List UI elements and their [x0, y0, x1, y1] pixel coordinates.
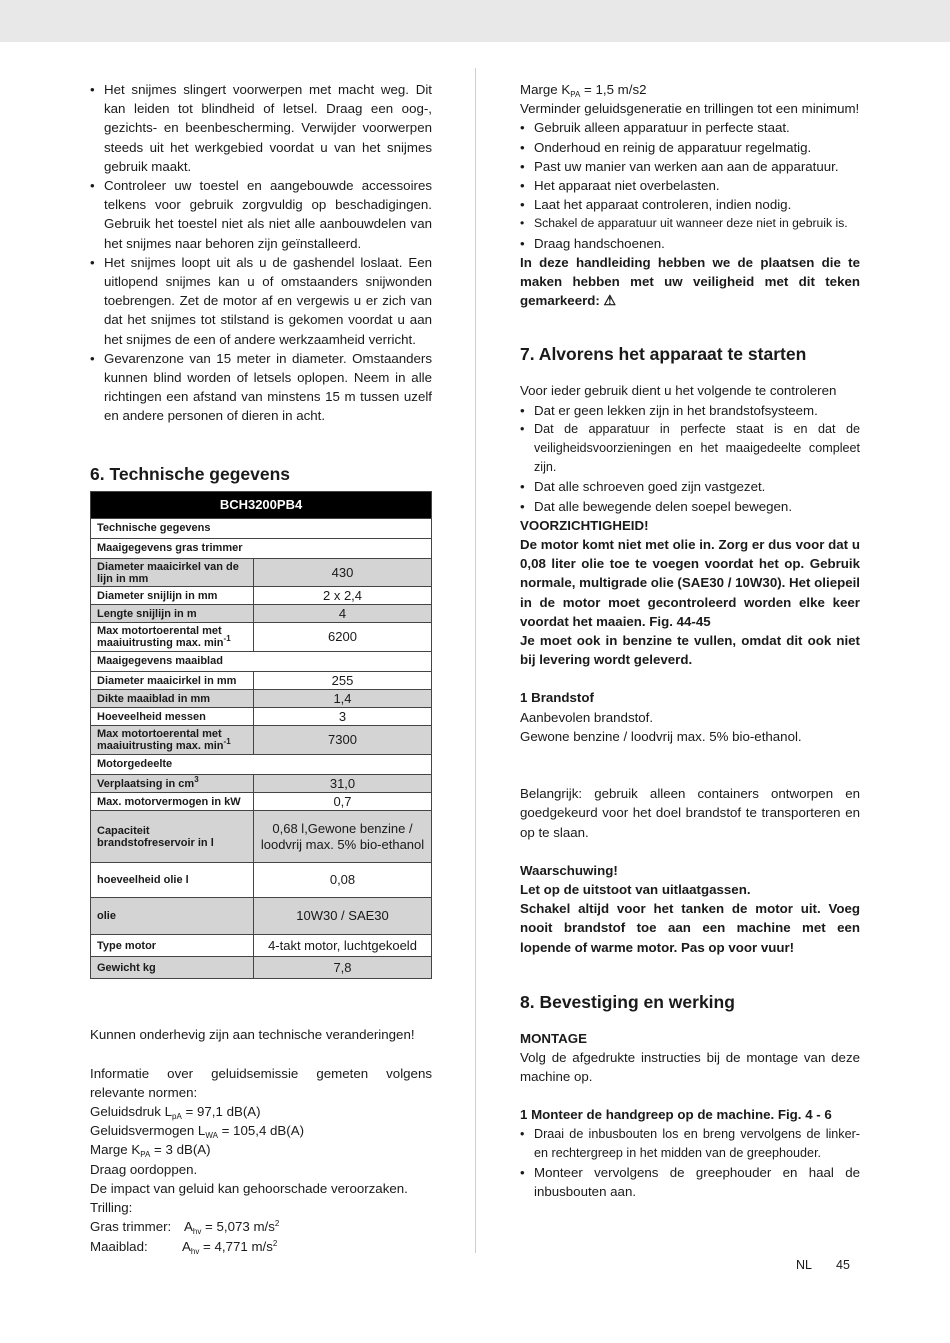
subscript: PA: [570, 90, 581, 99]
text: Geluidsvermogen L: [90, 1123, 206, 1139]
cell-value: 255: [254, 672, 432, 690]
label-text: Max motortoerental met maaiuitrusting max. min: [97, 728, 224, 753]
left-column: [90, 80, 432, 1256]
step-1-list: [520, 1125, 860, 1202]
table-row: [91, 708, 432, 726]
model-header: BCH3200PB4: [91, 491, 432, 518]
list-item: • Dat er geen lekken zijn in het brandstofsysteem.: [520, 401, 860, 420]
list-item: • Past uw manier van werken aan aan de apparatuur.: [520, 157, 860, 176]
warning-title: Waarschuwing!: [520, 862, 618, 878]
table-section: Maaigegevens gras trimmer: [91, 538, 432, 558]
unit-sup: -1: [223, 634, 231, 644]
column-divider: [475, 68, 476, 1253]
list-item: • Monteer vervolgens de greephouder en haal de inbusbouten aan.: [520, 1163, 860, 1201]
subscript: PA: [140, 1150, 151, 1160]
text: Gras trimmer:: [90, 1219, 172, 1235]
caution-text-2: Je moet ook in benzine te vullen, omdat dit ook niet bij levering wordt geleverd.: [520, 633, 860, 668]
montage-title: MONTAGE: [520, 1030, 587, 1046]
cell-value: 0,08: [254, 863, 432, 898]
table-row: [91, 863, 432, 898]
list-item: • Laat het apparaat controleren, indien nodig.: [520, 195, 860, 214]
table-row: [91, 623, 432, 652]
cell-label: Diameter snijlijn in mm: [91, 587, 254, 605]
warning-line-1: Let op de uitstoot van uitlaatgassen.: [520, 881, 751, 897]
table-row: [91, 690, 432, 708]
value: = 105,4 dB(A): [217, 1123, 305, 1139]
cell-label: Diameter maaicirkel in mm: [91, 672, 254, 690]
table-section: Motorgedeelte: [91, 755, 432, 775]
cell-label: [91, 726, 254, 755]
list-item: • Het apparaat niet overbelasten.: [520, 176, 860, 195]
table-row: [91, 726, 432, 755]
cell-label: hoeveelheid olie l: [91, 863, 254, 898]
table-row: [91, 559, 432, 587]
footer-language: NL: [796, 1258, 812, 1272]
sound-power: [90, 1121, 432, 1140]
cell-value: 7,8: [254, 957, 432, 979]
changes-note: Kunnen onderhevig zijn aan technische veranderingen!: [90, 1027, 415, 1043]
spec-table: [90, 491, 432, 980]
text: A: [184, 1219, 193, 1235]
fuel-title: 1 Brandstof: [520, 690, 594, 706]
cell-label: Max. motorvermogen in kW: [91, 793, 254, 811]
table-row: [91, 491, 432, 518]
label-text: Verplaatsing in cm: [97, 777, 195, 790]
section-6-title: 6. Technische gegevens: [90, 463, 291, 484]
list-item: • Dat alle schroeven goed zijn vastgezet.: [520, 477, 860, 496]
noise-intro: Informatie over geluidsemissie gemeten volgens relevante normen:: [90, 1065, 432, 1100]
safety-bullet-list: [90, 80, 432, 426]
value: = 97,1 dB(A): [181, 1104, 261, 1120]
cell-value: 4-takt motor, luchtgekoeld: [254, 935, 432, 957]
cell-label: Lengte snijlijn in m: [91, 605, 254, 623]
caution-text: De motor komt niet met olie in. Zorg er dus voor dat u 0,08 liter olie toe te voegen voordat het op. Gebruik normale, multigrade olie (SAE30 / 10W30). Het oliepeil in de motor moet gecontroleerd worden elke keer voordat het maaien. Fig. 44-45: [520, 537, 860, 629]
cell-label: olie: [91, 898, 254, 935]
warning-line-2: Schakel altijd voor het tanken de motor uit. Voeg nooit brandstof toe aan een machine met een lopende of warme motor. Pas op voor vuur!: [520, 901, 860, 955]
value: = 4,771 m/s: [199, 1238, 273, 1254]
text: Marge K: [90, 1142, 141, 1158]
margin-kpa: [90, 1140, 432, 1159]
vibration-blade: [90, 1237, 432, 1256]
cell-value: 0,68 l,Gewone benzine / loodvrij max. 5% bio-ethanol: [254, 811, 432, 863]
section-7-title: 7. Alvorens het apparaat te starten: [520, 344, 807, 365]
list-item: • Gevarenzone van 15 meter in diameter. Omstaanders kunnen blind worden of letsels oplopen. Neem in alle richtingen een afstand van minstens 15 m tussen uzelf en andere personen of dieren in acht.: [90, 349, 432, 426]
text: In deze handleiding hebben we de plaatsen die te maken hebben met uw veiligheid met dit teken gemarkeerd:: [520, 254, 860, 309]
cell-label: Hoeveelheid messen: [91, 708, 254, 726]
table-row: [91, 518, 432, 538]
value: = 1,5 m/s2: [580, 82, 647, 97]
noise-impact: De impact van geluid kan gehoorschade veroorzaken.: [90, 1180, 408, 1196]
list-item: • Schakel de apparatuur uit wanneer deze niet in gebruik is.: [520, 214, 860, 233]
table-row: [91, 898, 432, 935]
cell-value: 1,4: [254, 690, 432, 708]
cell-label: Gewicht kg: [91, 957, 254, 979]
list-item: • Dat de apparatuur in perfecte staat is en dat de veiligheidsvoorzieningen en het maaigedeelte compleet zijn.: [520, 420, 860, 478]
cell-value: 6200: [254, 623, 432, 652]
cell-value: 0,7: [254, 793, 432, 811]
text: Marge K: [520, 82, 571, 97]
table-row: [91, 538, 432, 558]
table-row: [91, 755, 432, 775]
margin-kpa-vibration: [520, 80, 860, 99]
text: Maaiblad:: [90, 1238, 148, 1254]
cell-label: [91, 775, 254, 793]
table-section: Technische gegevens: [91, 518, 432, 538]
fuel-line-1: Aanbevolen brandstof.: [520, 709, 654, 725]
important-note: Belangrijk: gebruik alleen containers ontworpen en goedgekeurd voor het doel brandstof te transporteren en op te slaan.: [520, 786, 860, 840]
cell-label: [91, 623, 254, 652]
top-bar: [0, 0, 950, 42]
checks-list: [520, 401, 860, 516]
list-item: • Gebruik alleen apparatuur in perfecte staat.: [520, 118, 860, 137]
ear-protection: Draag oordoppen.: [90, 1161, 198, 1177]
superscript: 2: [272, 1238, 278, 1248]
cell-label: Type motor: [91, 935, 254, 957]
warning-icon: ⚠: [603, 292, 617, 309]
check-intro: Voor ieder gebruik dient u het volgende te controleren: [520, 383, 837, 399]
cell-value: 4: [254, 605, 432, 623]
list-item: • Dat alle bewegende delen soepel bewegen.: [520, 497, 860, 516]
section-8-title: 8. Bevestiging en werking: [520, 991, 735, 1012]
table-row: [91, 587, 432, 605]
sound-pressure: [90, 1102, 432, 1121]
cell-label: Capaciteit brandstofreservoir in l: [91, 811, 254, 863]
value: = 5,073 m/s: [201, 1219, 275, 1235]
list-item: • Het snijmes loopt uit als u de gashendel loslaat. Een uitlopend snijmes kan u of omstaanders snijwonden toebrengen. Zet de motor af en vergewis u er zich van dat het snijmes tot stilstand is gekomen voordat u aan het snijmes de een of andere werkzaamheid verricht.: [90, 253, 432, 349]
text: A: [182, 1238, 191, 1254]
page-number: 45: [836, 1258, 850, 1272]
list-item: • Onderhoud en reinig de apparatuur regelmatig.: [520, 138, 860, 157]
subscript: hv: [190, 1246, 200, 1256]
cell-label: Dikte maaiblad in mm: [91, 690, 254, 708]
vibration-trimmer: [90, 1217, 432, 1236]
fuel-line-2: Gewone benzine / loodvrij max. 5% bio-ethanol.: [520, 728, 802, 744]
safety-marked-note: [520, 253, 860, 311]
cell-label: Diameter maaicirkel van de lijn in mm: [91, 559, 254, 587]
list-item: • Controleer uw toestel en aangebouwde accessoires telkens voor gebruik zorgvuldig op beschadigingen. Gebruik het toestel niet als niet alle aanbouwdelen van het snijmes naar behoren zijn geïnstalleerd.: [90, 176, 432, 253]
cell-value: 10W30 / SAE30: [254, 898, 432, 935]
table-row: [91, 935, 432, 957]
cell-value: 31,0: [254, 775, 432, 793]
unit-sup: -1: [223, 737, 231, 747]
subscript: hv: [192, 1227, 202, 1237]
cell-value: 2 x 2,4: [254, 587, 432, 605]
list-item: • Draai de inbusbouten los en breng vervolgens de linker- en rechtergreep in het midden van de greephouder.: [520, 1125, 860, 1163]
reduce-note: Verminder geluidsgeneratie en trillingen tot een minimum!: [520, 101, 860, 117]
table-row: [91, 957, 432, 979]
table-row: [91, 605, 432, 623]
unit-sup: 3: [194, 774, 199, 784]
tips-list: [520, 118, 860, 252]
subscript: WA: [205, 1131, 218, 1141]
table-row: [91, 811, 432, 863]
vibration-heading: Trilling:: [90, 1200, 133, 1216]
subscript: pA: [172, 1112, 182, 1122]
step-1-title: 1 Monteer de handgreep op de machine. Fig. 4 - 6: [520, 1107, 832, 1123]
cell-value: 430: [254, 559, 432, 587]
right-column: [520, 80, 860, 1201]
list-item: • Draag handschoenen.: [520, 234, 860, 253]
list-item: • Het snijmes slingert voorwerpen met macht weg. Dit kan leiden tot blindheid of letsel. Draag een oog-, gezichts- en beenbescherming. Verwijder voorwerpen steeds uit het werkgebied voordat u van het snijmes gebruik maakt.: [90, 80, 432, 176]
table-row: [91, 775, 432, 793]
montage-text: Volg de afgedrukte instructies bij de montage van deze machine op.: [520, 1049, 860, 1085]
table-section: Maaigegevens maaiblad: [91, 652, 432, 672]
cell-value: 7300: [254, 726, 432, 755]
label-text: Max motortoerental met maaiuitrusting max. min: [97, 625, 224, 650]
cell-value: 3: [254, 708, 432, 726]
table-row: [91, 672, 432, 690]
caution-title: VOORZICHTIGHEID!: [520, 517, 649, 533]
table-row: [91, 652, 432, 672]
value: = 3 dB(A): [150, 1142, 211, 1158]
text: Geluidsdruk L: [90, 1104, 173, 1120]
superscript: 2: [274, 1219, 280, 1229]
table-row: [91, 793, 432, 811]
